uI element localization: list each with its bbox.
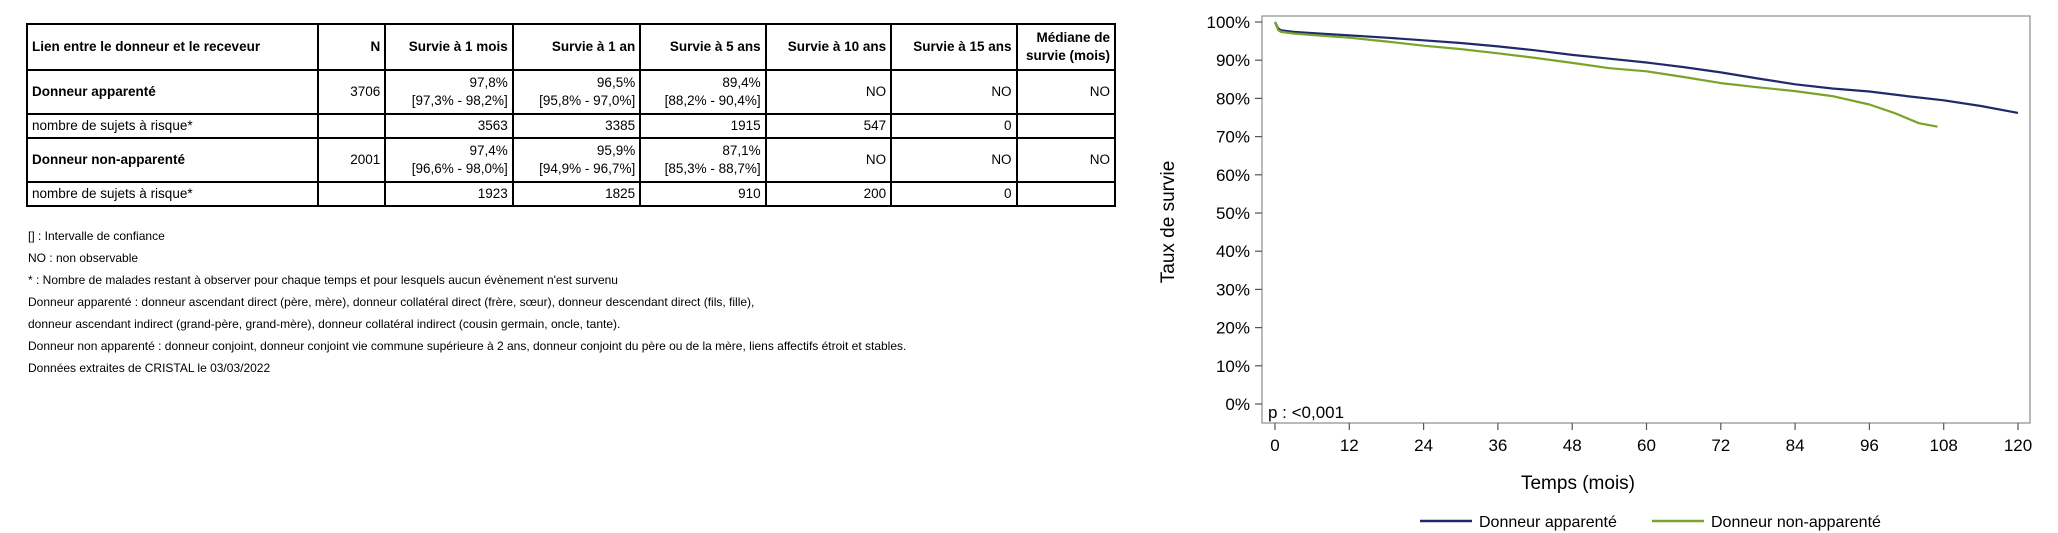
note-unrelated-def: Donneur non apparenté : donneur conjoint, donneur conjoint vie commune supérieure à 2 ans, donneur conjoint du père ou de la mère, liens affectifs étroit et stables. (28, 339, 907, 353)
survival-value: 96,5% (596, 75, 636, 90)
y-tick-label: 30% (1215, 280, 1250, 300)
x-tick-label: 60 (1637, 436, 1656, 455)
group-name: Donneur non-apparenté (27, 138, 318, 182)
y-tick-label: 80% (1215, 89, 1250, 109)
y-tick-label: 60% (1215, 165, 1250, 185)
y-tick-label: 40% (1215, 242, 1250, 262)
x-tick-label: 24 (1414, 436, 1434, 455)
table-row-unrelated-donor (27, 138, 1115, 182)
survival-value: 87,1% (722, 143, 761, 158)
risk-count: 1915 (640, 114, 765, 138)
legend-label-unrelated: Donneur non-apparenté (1711, 514, 1881, 531)
risk-empty (318, 114, 385, 138)
survival-table (26, 23, 1116, 207)
x-tick-label: 108 (1929, 436, 1958, 455)
survival-cell (385, 70, 512, 114)
risk-label: nombre de sujets à risque* (27, 114, 318, 138)
risk-label: nombre de sujets à risque* (27, 182, 318, 206)
risk-count: 910 (640, 182, 765, 206)
survival-cell: NO (891, 138, 1016, 182)
confidence-interval: [97,3% - 98,2%] (411, 93, 508, 108)
risk-count: 1923 (385, 182, 512, 206)
risk-count: 3563 (385, 114, 512, 138)
group-n: 2001 (318, 138, 385, 182)
header-10-years: Survie à 10 ans (766, 24, 891, 70)
risk-count: 0 (891, 182, 1016, 206)
risk-count: 3385 (513, 114, 640, 138)
x-axis (1270, 423, 2032, 455)
note-related-def-2: donneur ascendant indirect (grand-père, grand-mère), donneur collatéral indirect (cousin germain, oncle, tante). (28, 317, 621, 331)
survival-cell (385, 138, 512, 182)
y-axis (1207, 13, 1262, 414)
confidence-interval: [94,9% - 96,7%] (539, 161, 636, 176)
group-n: 3706 (318, 70, 385, 114)
survival-chart (1140, 0, 2058, 533)
x-tick-label: 96 (1859, 436, 1879, 455)
survival-cell: NO (766, 70, 891, 114)
x-tick-label: 0 (1270, 436, 1280, 455)
legend-label-related: Donneur apparenté (1479, 514, 1617, 531)
table-notes (28, 225, 906, 379)
confidence-interval: [96,6% - 98,0%] (411, 161, 508, 176)
x-tick-label: 36 (1488, 436, 1508, 455)
header-15-years: Survie à 15 ans (891, 24, 1016, 70)
header-1-year: Survie à 1 an (513, 24, 640, 70)
survival-value: 97,4% (469, 143, 508, 158)
risk-count: 200 (766, 182, 891, 206)
group-name: Donneur apparenté (27, 70, 318, 114)
y-tick-label: 100% (1206, 13, 1250, 32)
confidence-interval: [88,2% - 90,4%] (664, 93, 761, 108)
y-tick-label: 90% (1215, 51, 1250, 71)
note-at-risk: * : Nombre de malades restant à observer pour chaque temps et pour lesquels aucun évènement n'est survenu (28, 273, 618, 287)
survival-value: 95,9% (596, 143, 636, 158)
header-n: N (318, 24, 385, 70)
risk-count: 547 (766, 114, 891, 138)
confidence-interval: [85,3% - 88,7%] (664, 161, 761, 176)
survival-cell (640, 70, 765, 114)
confidence-interval: [95,8% - 97,0%] (539, 93, 636, 108)
series-lines (1275, 22, 2018, 127)
x-tick-label: 120 (2003, 436, 2033, 455)
table-row-related-donor (27, 70, 1115, 114)
header-1-month: Survie à 1 mois (385, 24, 512, 70)
risk-count: 1825 (513, 182, 640, 206)
median-cell: NO (1017, 70, 1115, 114)
x-tick-label: 72 (1711, 436, 1731, 455)
header-median: Médiane de survie (mois) (1017, 24, 1115, 70)
survival-value: 89,4% (722, 75, 761, 90)
y-tick-label: 20% (1215, 318, 1250, 338)
table-row-risk-related (27, 114, 1115, 138)
risk-count (1017, 182, 1115, 206)
y-tick-label: 50% (1215, 204, 1250, 223)
risk-empty (318, 182, 385, 206)
plot-area-frame (1262, 16, 2030, 423)
median-cell: NO (1017, 138, 1115, 182)
x-tick-label: 48 (1562, 436, 1582, 455)
survival-value: 97,8% (469, 75, 508, 90)
header-5-years: Survie à 5 ans (640, 24, 765, 70)
note-ci: [] : Intervalle de confiance (28, 229, 165, 243)
survival-cell (640, 138, 765, 182)
y-tick-label: 10% (1215, 356, 1250, 376)
risk-count: 0 (891, 114, 1016, 138)
survival-cell: NO (891, 70, 1016, 114)
series-line-related (1275, 22, 2018, 113)
risk-count (1017, 114, 1115, 138)
chart-legend (1420, 514, 1881, 531)
note-source: Données extraites de CRISTAL le 03/03/2022 (28, 361, 271, 375)
y-tick-label: 70% (1215, 127, 1250, 147)
x-tick-label: 12 (1339, 436, 1359, 455)
note-related-def-1: Donneur apparenté : donneur ascendant direct (père, mère), donneur collatéral direct (frère, sœur), donneur descendant direct (fils, fille), (28, 295, 755, 309)
p-value-annotation: p : <0,001 (1268, 403, 1345, 422)
survival-cell (513, 138, 640, 182)
note-no: NO : non observable (28, 251, 139, 265)
y-axis-title: Taux de survie (1158, 160, 1179, 284)
header-link: Lien entre le donneur et le receveur (27, 24, 318, 70)
x-tick-label: 84 (1785, 436, 1805, 455)
survival-cell: NO (766, 138, 891, 182)
table-header-row (27, 24, 1115, 70)
table-row-risk-unrelated (27, 182, 1115, 206)
survival-cell (513, 70, 640, 114)
x-axis-title: Temps (mois) (1520, 473, 1636, 494)
y-tick-label: 0% (1225, 395, 1250, 414)
